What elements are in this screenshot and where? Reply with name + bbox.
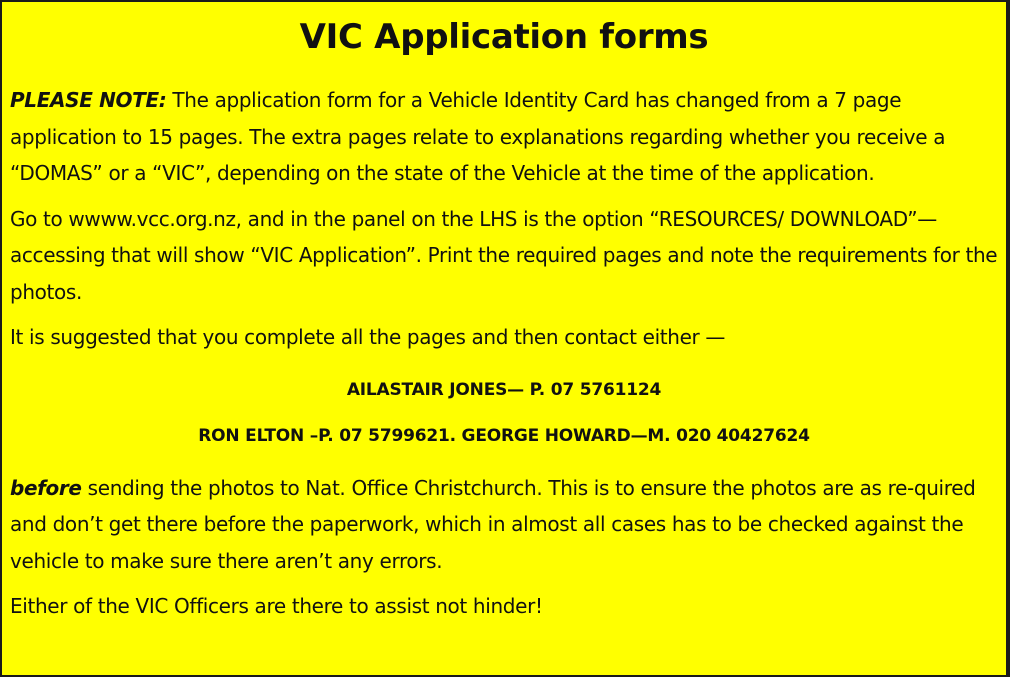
before-text: sending the photos to Nat. Office Christchurch. This is to ensure the photos are as re-quired and don’t get there before the paperwork, which in almost all cases has to be checked against the vehicle to make sure there aren’t any errors. xyxy=(10,475,976,573)
before-label: before xyxy=(10,475,82,500)
contact-line-1: AILASTAIR JONES— P. 07 5761124 xyxy=(346,379,662,400)
note-label: PLEASE NOTE: xyxy=(10,88,167,112)
before-paragraph xyxy=(10,470,998,580)
notice-title: VIC Application forms xyxy=(299,17,709,57)
contact-line-2: RON ELTON –P. 07 5799621. GEORGE HOWARD—M. 020 40427624 xyxy=(198,425,810,446)
closing-paragraph: Either of the VIC Officers are there to assist not hinder! xyxy=(10,594,543,618)
note-paragraph xyxy=(10,82,998,192)
goto-paragraph: Go to wwww.vcc.org.nz, and in the panel on the LHS is the option “RESOURCES/ DOWNLOAD”—accessing that will show “VIC Application”. Print the required pages and note the requirements for the photos. xyxy=(10,206,998,304)
suggest-paragraph: It is suggested that you complete all the pages and then contact either — xyxy=(10,325,726,349)
note-text: The application form for a Vehicle Identity Card has changed from a 7 page application to 15 pages. The extra pages relate to explanations regarding whether you receive a “DOMAS” or a “VIC”, depending on the state of the Vehicle at the time of the application. xyxy=(10,88,946,185)
